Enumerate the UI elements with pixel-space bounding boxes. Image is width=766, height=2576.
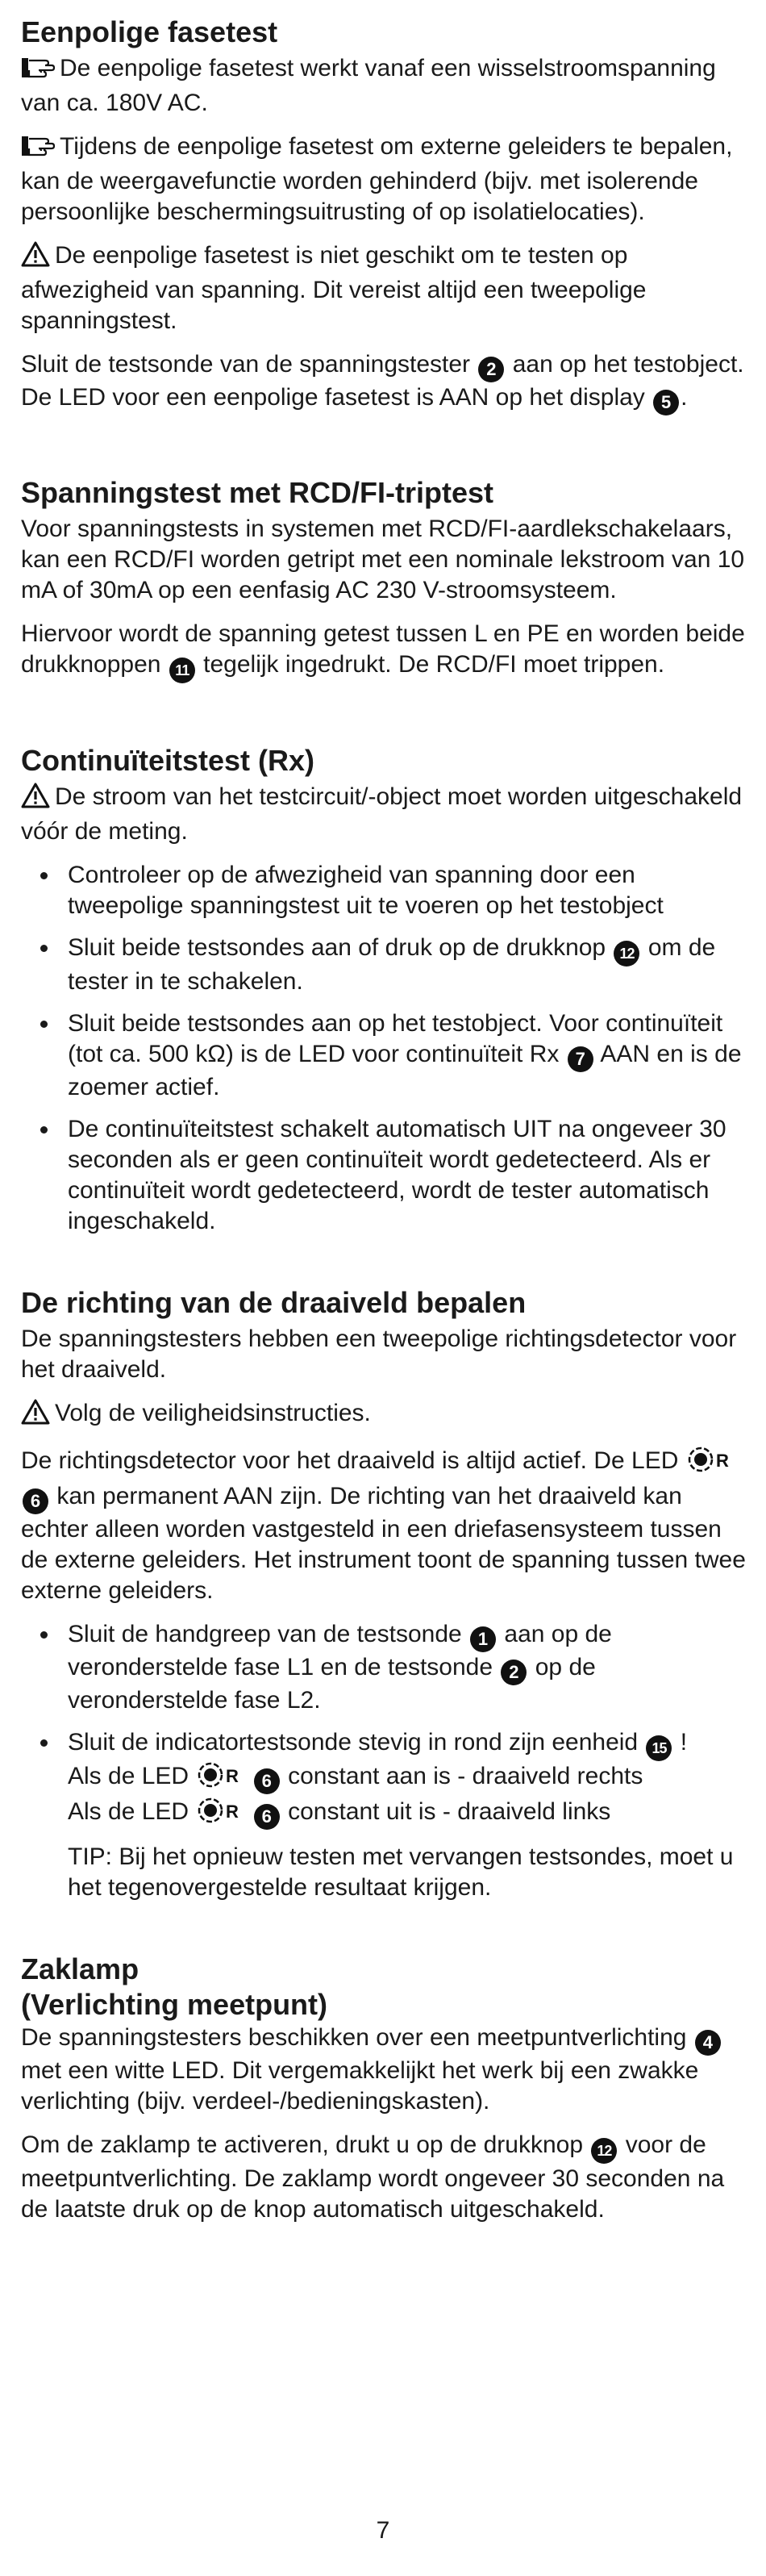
tip-text: TIP: Bij het opnieuw testen met vervangen testsondes, moet u het tegenovergestelde resultaat krijgen. [68,1843,734,1901]
text-run: Sluit beide testsondes aan of druk op de drukknop [68,934,606,961]
led-rotation-icon [197,1761,244,1797]
led-state-line [68,1797,747,1832]
text-run: De richtingsdetector voor het draaiveld is altijd actief. De LED [21,1447,679,1474]
section-title: Continuïteitstest (Rx) [21,744,314,777]
text-run: Om de zaklamp te activeren, drukt u op de drukknop [21,2131,584,2158]
text-run: Sluit beide testsondes aan op het testobject. Voor continuïteit (tot ca. 500 kΩ) is de LED voor continuïteit Rx [68,1010,723,1067]
text-run: Sluit de handgreep van de testsonde [68,1621,462,1647]
section-rcd-trip-test [21,475,747,683]
text-run: De spanningstesters beschikken over een meetpuntverlichting [21,2024,687,2051]
warning-triangle-icon [21,1399,50,1433]
callout-number: 4 [695,2030,721,2056]
body-paragraph [21,1446,747,1606]
led-state-line [68,1761,747,1797]
text-run: Sluit de indicatortestsonde stevig in rond zijn eenheid [68,1729,639,1756]
hand-pointer-icon [21,134,55,166]
callout-number: 2 [478,357,504,382]
text-run: met een witte LED. Dit vergemakkelijkt het werk bij een zwakke verlichting (bijv. verdeel-/bedieningskasten). [21,2057,699,2115]
text-run: Sluit de testsonde van de spanningstester [21,351,471,378]
bullet-list [21,860,747,1237]
section-flashlight [21,1952,747,2225]
text-run: constant uit is - draaiveld links [288,1798,611,1825]
hand-pointer-icon [21,56,55,88]
list-item [68,1619,747,1716]
warning-paragraph [21,782,747,847]
led-letter: R [226,1802,239,1822]
section-rotating-field-direction [21,1285,747,1903]
text-run: tegelijk ingedrukt. De RCD/FI moet trippen. [203,651,665,678]
callout-number: 6 [254,1768,280,1794]
callout-number: 12 [614,941,639,967]
text-run: kan permanent AAN zijn. De richting van het draaiveld kan echter alleen worden vastgesteld in een driefasensysteem tussen de externe geleiders. Het instrument toont de spanning tussen twee externe geleiders. [21,1483,746,1604]
page-number: 7 [376,2517,390,2544]
title-line: Zaklamp [21,1952,139,1985]
text-run: Hiervoor wordt de spanning getest tussen L en PE en worden beide drukknoppen [21,620,745,678]
note-text: Tijdens de eenpolige fasetest om externe geleiders te bepalen, kan de weergavefunctie worden gehinderd (bijv. met isolerende persoonlijke beschermingsuitrusting of op isolatielocaties). [21,133,733,225]
bullet-list [21,1619,747,1903]
callout-number: 5 [653,390,679,415]
callout-number: 15 [646,1735,672,1761]
body-paragraph [21,2023,747,2117]
warning-paragraph [21,1398,747,1433]
warning-triangle-icon [21,241,50,275]
section-title: Spanningstest met RCD/FI-triptest [21,476,494,509]
list-item [68,933,747,997]
body-paragraph: De spanningstesters hebben een tweepolige richtingsdetector voor het draaiveld. [21,1326,737,1383]
callout-number: 2 [501,1660,527,1685]
led-letter: R [715,1451,729,1471]
callout-number: 12 [591,2138,617,2164]
body-paragraph [21,619,747,683]
body-paragraph: Voor spanningstests in systemen met RCD/FI-aardlekschakelaars, kan een RCD/FI worden getript met een nominale lekstroom van 10 mA of 30mA op een eenfasig AC 230 V-stroomsysteem. [21,516,745,603]
text-run: Als de LED [68,1798,189,1825]
led-rotation-icon [197,1797,244,1832]
text-run: om de tester in te schakelen. [68,934,716,995]
led-rotation-icon [687,1446,734,1481]
note-text: De eenpolige fasetest werkt vanaf een wisselstroomspanning van ca. 180V AC. [21,55,716,116]
callout-number: 7 [568,1046,593,1072]
callout-number: 1 [470,1626,496,1652]
note-paragraph [21,132,747,228]
text-run: . [681,384,688,411]
text-run: constant aan is - draaiveld rechts [288,1763,643,1789]
section-title [21,1952,747,2023]
text-run: voor de meetpuntverlichting. De zaklamp wordt ongeveer 30 seconden na de laatste druk op de knop automatisch uitgeschakeld. [21,2131,725,2223]
text-run: aan op de veronderstelde fase L1 en de testsonde [68,1621,612,1680]
callout-number: 6 [23,1488,48,1514]
list-item [68,1008,747,1103]
section-continuity-test [21,743,747,1237]
section-single-pole-phase-test [21,15,747,415]
section-title: De richting van de draaiveld bepalen [21,1286,527,1319]
warning-text: De stroom van het testcircuit/-object moet worden uitgeschakeld vóór de meting. [21,783,743,845]
warning-text: De eenpolige fasetest is niet geschikt om te testen op afwezigheid van spanning. Dit vereist altijd een tweepolige spanningstest. [21,242,647,334]
list-item: De continuïteitstest schakelt automatisch UIT na ongeveer 30 seconden als er geen continuïteit wordt gedetecteerd. Als er continuïteit wordt gedetecteerd, wordt de tester automatisch ingeschakeld. [68,1114,747,1237]
warning-text: Volg de veiligheidsinstructies. [55,1400,371,1426]
text-run: ! [680,1729,688,1756]
list-item: Controleer op de afwezigheid van spanning door een tweepolige spanningstest uit te voeren op het testobject [68,860,747,921]
manual-page [21,15,747,2238]
led-letter: R [226,1766,239,1786]
warning-triangle-icon [21,783,50,816]
section-title: Eenpolige fasetest [21,15,278,48]
text-run: AAN en is de zoemer actief. [68,1041,742,1100]
text-run: aan op het testobject. De LED voor een eenpolige fasetest is AAN op het display [21,351,744,411]
text-run: op de veronderstelde fase L2. [68,1654,596,1714]
list-item [68,1727,747,1903]
callout-number: 6 [254,1804,280,1830]
callout-number: 11 [169,658,195,683]
body-paragraph [21,349,747,415]
body-paragraph [21,2130,747,2225]
title-line: (Verlichting meetpunt) [21,1988,328,2021]
text-run: Als de LED [68,1763,189,1789]
note-paragraph [21,53,747,119]
warning-paragraph [21,240,747,336]
